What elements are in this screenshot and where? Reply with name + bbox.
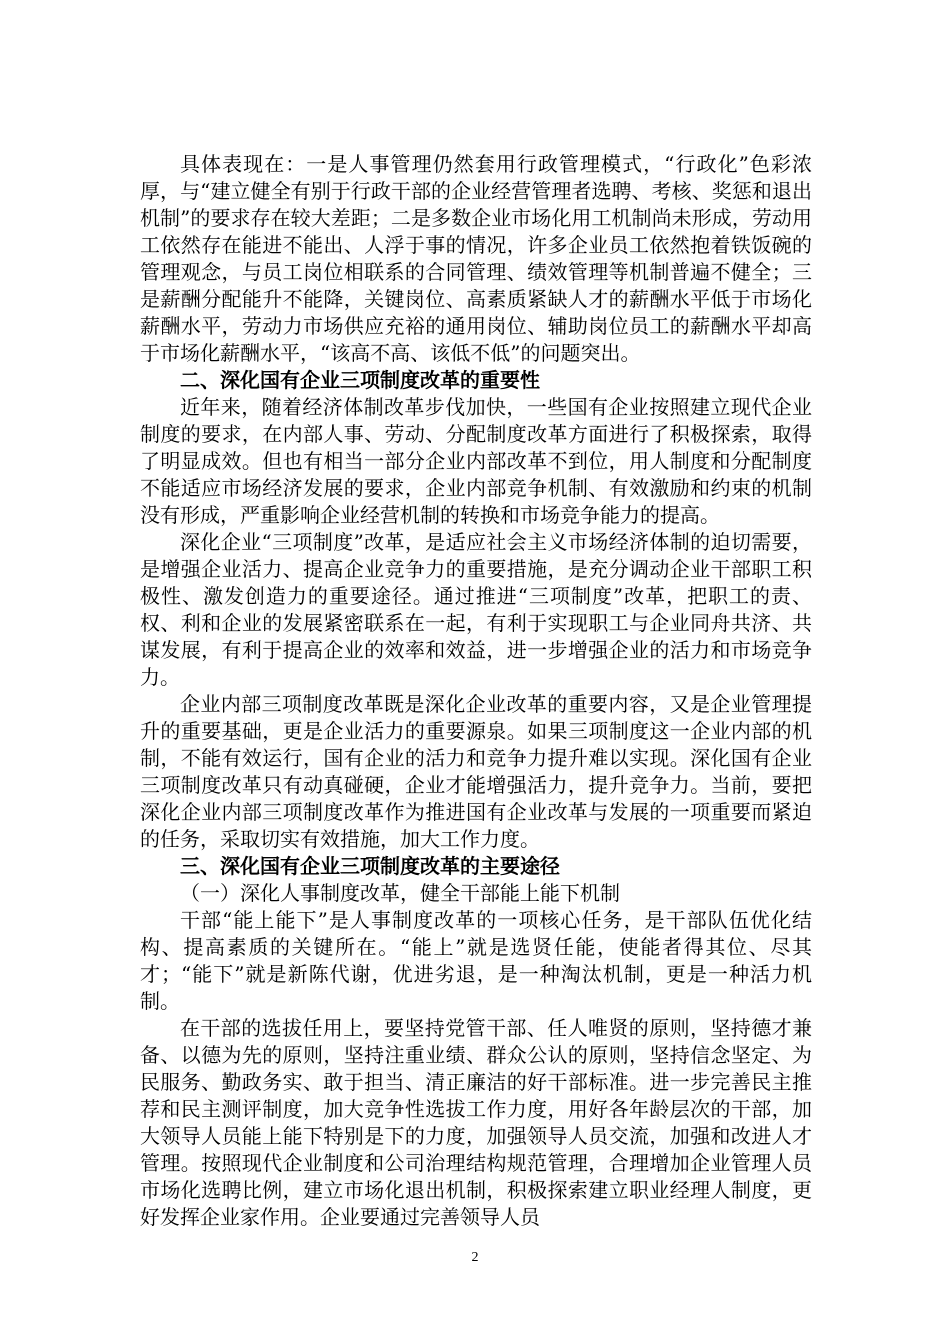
paragraph: 企业内部三项制度改革既是深化企业改革的重要内容，又是企业管理提升的重要基础，更是企业活力的重要源泉。如果三项制度这一企业内部的机制，不能有效运行，国有企业的活力和竞争力提升难以实现。深化国有企业三项制度改革只有动真碰硬，企业才能增强活力，提升竞争力。当前，要把深化企业内部三项制度改革作为推进国有企业改革与发展的一项重要而紧迫的任务，采取切实有效措施，加大工作力度。 (140, 692, 812, 851)
paragraph: 在干部的选拔任用上，要坚持党管干部、任人唯贤的原则，坚持德才兼备、以德为先的原则，坚持注重业绩、群众公认的原则，坚持信念坚定、为民服务、勤政务实、敢于担当、清正廉洁的好干部标准。进一步完善民主推荐和民主测评制度，加大竞争性选拔工作力度，用好各年龄层次的干部，加大领导人员能上能下特别是下的力度，加强领导人员交流，加强和改进人才管理。按照现代企业制度和公司治理结构规范管理，合理增加企业管理人员市场化选聘比例，建立市场化退出机制，积极探索建立职业经理人制度，更好发挥企业家作用。企业要通过完善领导人员 (140, 1016, 812, 1229)
paragraph: 干部“能上能下”是人事制度改革的一项核心任务，是干部队伍优化结构、提高素质的关键所在。“能上”就是选贤任能，使能者得其位、尽其才；“能下”就是新陈代谢，优进劣退，是一种淘汰机制，更是一种活力机制。 (140, 908, 812, 1013)
paragraph: 具体表现在：一是人事管理仍然套用行政管理模式，“行政化”色彩浓厚，与“建立健全有别于行政干部的企业经营管理者选聘、考核、奖惩和退出机制”的要求存在较大差距；二是多数企业市场化用工机制尚未形成，劳动用工依然存在能进不能出、人浮于事的情况，许多企业员工依然抱着铁饭碗的管理观念，与员工岗位相联系的合同管理、绩效管理等机制普遍不健全；三是薪酬分配能升不能降，关键岗位、高素质紧缺人才的薪酬水平低于市场化薪酬水平，劳动力市场供应充裕的通用岗位、辅助岗位员工的薪酬水平却高于市场化薪酬水平，“该高不高、该低不低”的问题突出。 (140, 152, 812, 365)
page-number: 2 (471, 1250, 479, 1265)
paragraph: 深化企业“三项制度”改革，是适应社会主义市场经济体制的迫切需要，是增强企业活力、提高企业竞争力的重要措施，是充分调动企业干部职工积极性、激发创造力的重要途径。通过推进“三项制度”改革，把职工的责、权、利和企业的发展紧密联系在一起，有利于实现职工与企业同舟共济、共谋发展，有利于提高企业的效率和效益，进一步增强企业的活力和市场竞争力。 (140, 530, 812, 689)
section-heading-approaches: 三、深化国有企业三项制度改革的主要途径 (180, 854, 560, 878)
subsection-heading-personnel: （一）深化人事制度改革，健全干部能上能下机制 (180, 881, 620, 905)
document-body (140, 151, 812, 1231)
paragraph: 近年来，随着经济体制改革步伐加快，一些国有企业按照建立现代企业制度的要求，在内部人事、劳动、分配制度改革方面进行了积极探索，取得了明显成效。但也有相当一部分企业内部改革不到位，用人制度和分配制度不能适应市场经济发展的要求，企业内部竞争机制、有效激励和约束的机制没有形成，严重影响企业经营机制的转换和市场竞争能力的提高。 (140, 395, 812, 527)
section-heading-importance: 二、深化国有企业三项制度改革的重要性 (180, 368, 540, 392)
